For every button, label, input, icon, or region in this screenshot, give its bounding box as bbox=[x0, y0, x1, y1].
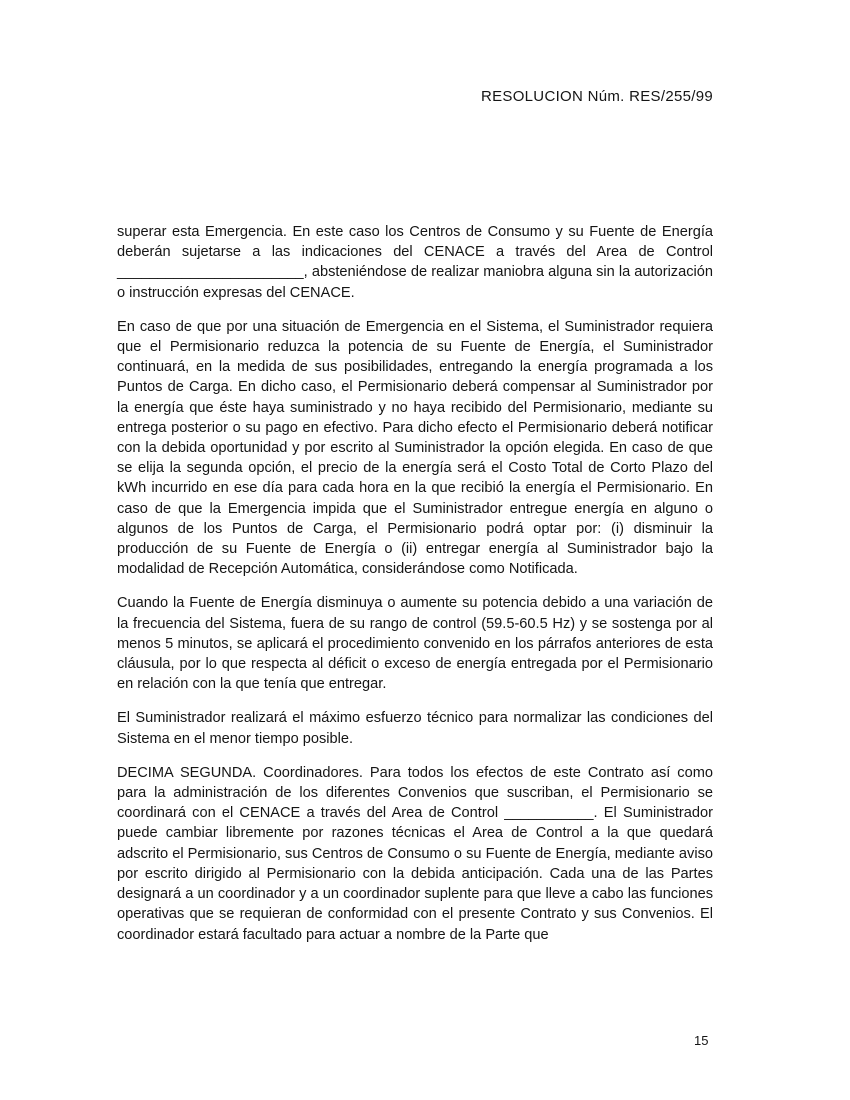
paragraph: DECIMA SEGUNDA. Coordinadores. Para todos los efectos de este Contrato así como para la administración de los diferentes Convenios que suscriban, el Permisionario se coordinará con el CENACE a través del Area de Control ___________. El Suministrador puede cambiar libremente por razones técnicas el Area de Control a la que quedará adscrito el Permisionario, sus Centros de Consumo o su Fuente de Energía, mediante aviso por escrito dirigido al Permisionario con la debida anticipación. Cada una de las Partes designará a un coordinador y a un coordinador suplente para que lleve a cabo las funciones operativas que se requieran de conformidad con el presente Contrato y sus Convenios. El coordinador estará facultado para actuar a nombre de la Parte que bbox=[117, 764, 713, 943]
paragraph: Cuando la Fuente de Energía disminuya o aumente su potencia debido a una variación de la frecuencia del Sistema, fuera de su rango de control (59.5-60.5 Hz) y se sostenga por al menos 5 minutos, se aplicará el procedimiento convenido en los párrafos anteriores de esta cláusula, por lo que respecta al déficit o exceso de energía entregada por el Permisionario en relación con la que tenía que entregar. bbox=[117, 595, 713, 693]
paragraph: superar esta Emergencia. En este caso los Centros de Consumo y su Fuente de Energía deberán sujetarse a las indicaciones del CENACE a través del Area de Control _______________________, absteniéndose de realizar maniobra alguna sin la autorización o instrucción expresas del CENACE. bbox=[117, 224, 713, 301]
paragraph: En caso de que por una situación de Emergencia en el Sistema, el Suministrador requiera que el Permisionario reduzca la potencia de su Fuente de Energía, el Suministrador continuará, en la medida de sus posibilidades, entregando la energía programada a los Puntos de Carga. En dicho caso, el Permisionario deberá compensar al Suministrador por la energía que éste haya suministrado y no haya recibido del Permisionario, mediante su entrega posterior o su pago en efectivo. Para dicho efecto el Permisionario deberá notificar con la debida oportunidad y por escrito al Suministrador la opción elegida. En caso de que se elija la segunda opción, el precio de la energía será el Costo Total de Corto Plazo del kWh incurrido en ese día para cada hora en la que recibió la energía el Permisionario. En caso de que la Emergencia impida que el Suministrador entregue energía en alguno o algunos de los Puntos de Carga, el Permisionario podrá optar por: (i) disminuir la producción de su Fuente de Energía o (ii) entregar energía al Suministrador bajo la modalidad de Recepción Automática, considerándose como Notificada. bbox=[117, 318, 713, 578]
document-header: RESOLUCION Núm. RES/255/99 bbox=[480, 88, 713, 105]
document-body bbox=[117, 222, 713, 959]
paragraph: El Suministrador realizará el máximo esfuerzo técnico para normalizar las condiciones del Sistema en el menor tiempo posible. bbox=[117, 710, 713, 747]
page-number: 15 bbox=[694, 1033, 709, 1048]
